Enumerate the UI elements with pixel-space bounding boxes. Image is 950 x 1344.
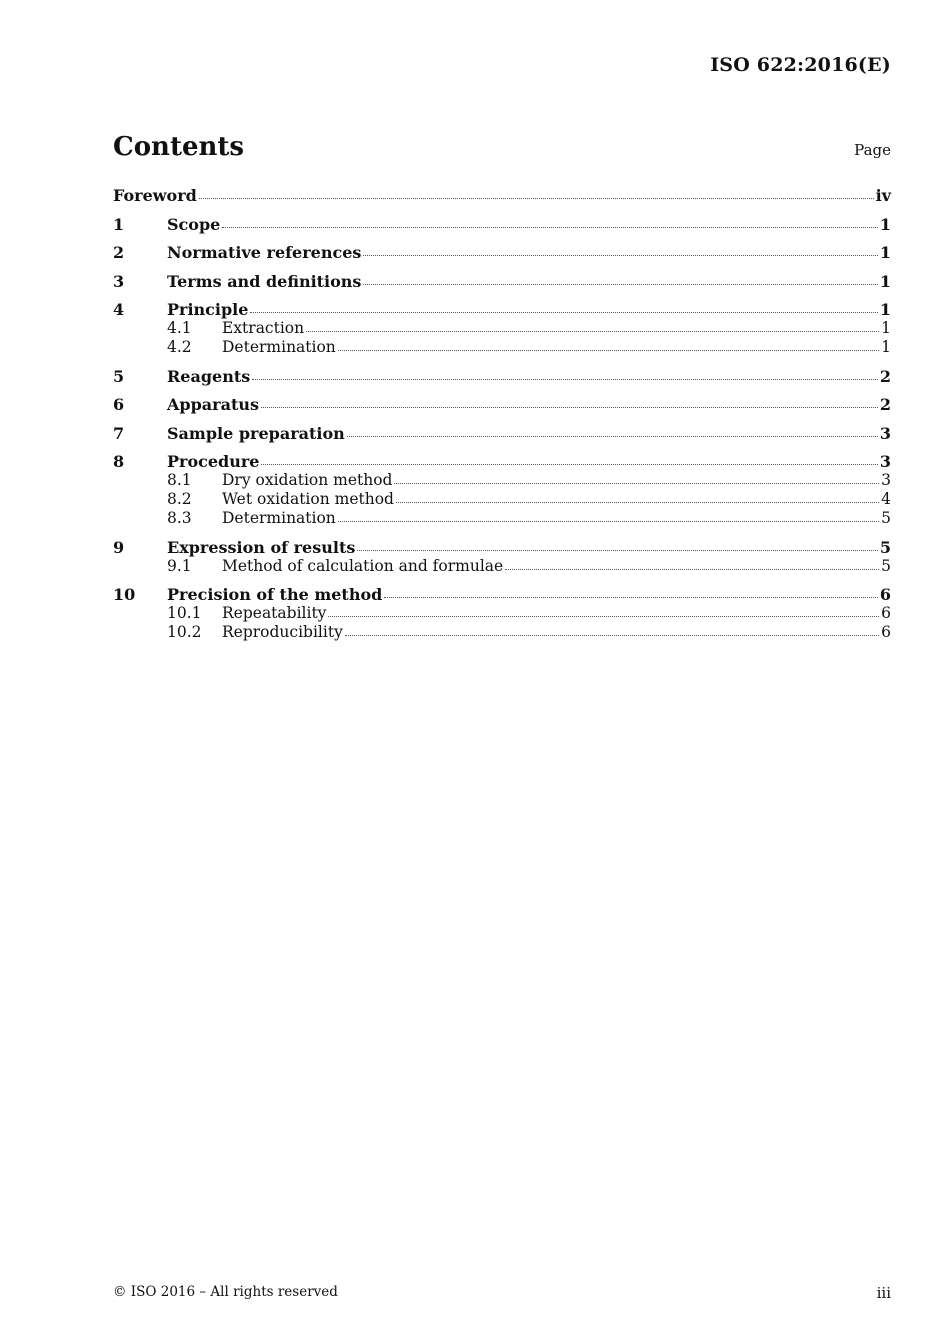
toc-entry[interactable] xyxy=(113,186,891,205)
toc-entry-label: Method of calculation and formulae xyxy=(222,556,504,575)
toc-entry-number: 1 xyxy=(113,214,125,234)
toc-entry[interactable] xyxy=(113,300,891,319)
toc-entry[interactable] xyxy=(113,367,891,386)
toc-entry-page: 3 xyxy=(881,471,891,489)
toc-entry-number: 7 xyxy=(113,423,125,443)
toc-entry-number: 8 xyxy=(113,452,125,471)
toc-entry-page: 5 xyxy=(881,556,891,575)
dot-leader xyxy=(345,623,879,636)
toc-subentry[interactable] xyxy=(113,338,891,357)
dot-leader xyxy=(357,538,878,551)
toc-entry[interactable] xyxy=(113,538,891,557)
dot-leader xyxy=(306,319,879,332)
page-number: iii xyxy=(876,1284,891,1302)
toc-entry-label: Sample preparation xyxy=(167,423,345,443)
toc-entry-number: 4.1 xyxy=(167,319,192,337)
toc-entry-number: 4.2 xyxy=(167,338,192,356)
dot-leader xyxy=(347,424,878,437)
toc-entry-label: Reproducibility xyxy=(222,623,343,641)
copyright-notice: © ISO 2016 – All rights reserved xyxy=(113,1284,338,1300)
toc-entry[interactable] xyxy=(113,395,891,414)
toc-entry-page: 4 xyxy=(881,490,891,508)
toc-entry-page: 1 xyxy=(879,214,891,234)
toc-entry-page: 1 xyxy=(879,271,891,291)
toc-entry-page: 3 xyxy=(879,423,891,443)
toc-subentry[interactable] xyxy=(113,319,891,338)
toc-entry-number: 10 xyxy=(113,585,136,604)
toc-entry-page: 5 xyxy=(881,509,891,527)
dot-leader xyxy=(250,300,877,313)
toc-subentry[interactable] xyxy=(113,490,891,509)
dot-leader xyxy=(338,509,879,522)
toc-entry[interactable] xyxy=(113,424,891,443)
toc-entry[interactable] xyxy=(113,272,891,291)
toc-subentry[interactable] xyxy=(113,604,891,623)
toc-entry[interactable] xyxy=(113,452,891,471)
dot-leader xyxy=(261,452,877,465)
document-id: ISO 622:2016(E) xyxy=(710,54,891,76)
toc-entry-label: Apparatus xyxy=(167,395,259,414)
toc-entry-label: Normative references xyxy=(167,243,362,262)
toc-entry-label: Scope xyxy=(167,214,221,234)
toc-entry[interactable] xyxy=(113,585,891,604)
toc-entry-label: Wet oxidation method xyxy=(222,490,394,508)
toc-entry-page: 1 xyxy=(879,300,891,319)
toc-entry-number: 10.2 xyxy=(167,623,202,641)
toc-entry-number: 5 xyxy=(113,366,125,386)
page-column-label: Page xyxy=(854,141,891,159)
page-footer xyxy=(113,1284,891,1302)
toc-entry-label: Reagents xyxy=(167,366,251,386)
toc-entry-label: Precision of the method xyxy=(167,585,383,604)
toc-entry-page: 6 xyxy=(881,604,891,622)
toc-entry[interactable] xyxy=(113,215,891,234)
dot-leader xyxy=(505,557,879,570)
toc-entry-label: Repeatability xyxy=(222,604,327,622)
toc-entry-page: 2 xyxy=(879,366,891,386)
toc-entry-label: Determination xyxy=(222,509,336,527)
toc-entry-page: 1 xyxy=(879,243,891,262)
toc-entry-label: Foreword xyxy=(113,186,197,205)
toc-entry-page: 1 xyxy=(881,319,891,337)
toc-entry-number: 8.1 xyxy=(167,471,192,489)
toc-entry-label: Extraction xyxy=(222,319,305,337)
toc-entry-label: Procedure xyxy=(167,452,260,471)
toc-entry-number: 9.1 xyxy=(167,556,192,575)
dot-leader xyxy=(222,215,878,228)
toc-entry-number: 4 xyxy=(113,300,125,319)
toc-subentry[interactable] xyxy=(113,509,891,528)
contents-header xyxy=(113,132,891,162)
table-of-contents xyxy=(113,186,891,642)
toc-entry-number: 8.3 xyxy=(167,509,192,527)
toc-entry-page: 1 xyxy=(881,338,891,356)
toc-entry-label: Expression of results xyxy=(167,537,356,557)
toc-subentry[interactable] xyxy=(113,623,891,642)
toc-entry-label: Terms and definitions xyxy=(167,271,362,291)
dot-leader xyxy=(338,338,879,351)
dot-leader xyxy=(396,490,879,503)
toc-entry-label: Principle xyxy=(167,300,249,319)
toc-entry-page: 5 xyxy=(879,537,891,557)
toc-entry-number: 2 xyxy=(113,243,125,262)
dot-leader xyxy=(394,471,879,484)
dot-leader xyxy=(384,585,878,598)
toc-entry[interactable] xyxy=(113,243,891,262)
toc-entry-number: 9 xyxy=(113,537,125,557)
dot-leader xyxy=(199,186,874,199)
toc-entry-page: 2 xyxy=(879,395,891,414)
toc-entry-number: 3 xyxy=(113,271,125,291)
contents-title: Contents xyxy=(113,132,245,162)
dot-leader xyxy=(261,395,878,408)
toc-entry-number: 8.2 xyxy=(167,490,192,508)
dot-leader xyxy=(328,604,879,617)
toc-entry-number: 6 xyxy=(113,395,125,414)
toc-entry-page: 6 xyxy=(881,623,891,641)
dot-leader xyxy=(252,367,878,380)
toc-entry-number: 10.1 xyxy=(167,604,202,622)
dot-leader xyxy=(363,272,877,285)
toc-subentry[interactable] xyxy=(113,557,891,576)
toc-entry-page: iv xyxy=(875,186,891,205)
toc-entry-label: Dry oxidation method xyxy=(222,471,393,489)
toc-entry-label: Determination xyxy=(222,338,336,356)
toc-entry-page: 3 xyxy=(879,452,891,471)
dot-leader xyxy=(363,243,877,256)
toc-subentry[interactable] xyxy=(113,471,891,490)
toc-entry-page: 6 xyxy=(879,585,891,604)
